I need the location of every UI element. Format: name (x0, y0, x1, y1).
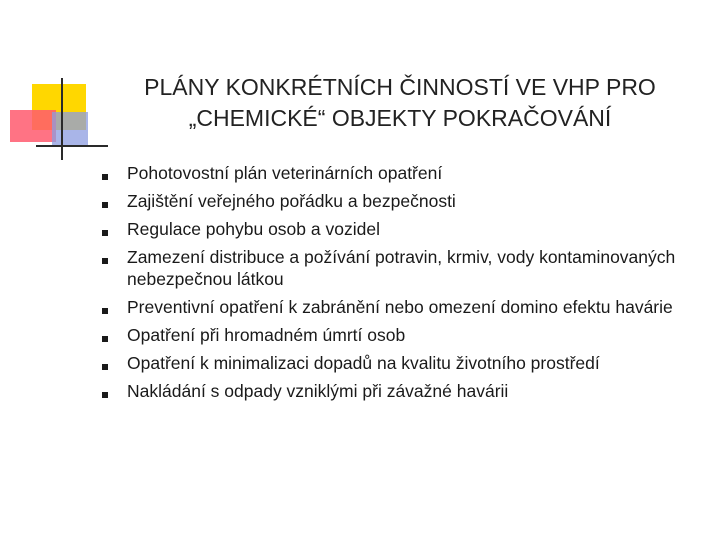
bullet-text: Preventivní opatření k zabránění nebo omezení domino efektu havárie (127, 297, 673, 317)
bullet-item (100, 380, 700, 402)
corner-decoration (0, 0, 110, 170)
bullet-item (100, 352, 700, 374)
square-bullet-icon (102, 336, 108, 342)
bullet-text: Zajištění veřejného pořádku a bezpečnosti (127, 191, 456, 211)
square-bullet-icon (102, 364, 108, 370)
bullet-item (100, 190, 700, 212)
bullet-item (100, 324, 700, 346)
square-bullet-icon (102, 230, 108, 236)
bullet-text: Nakládání s odpady vzniklými při závažné havárii (127, 381, 509, 401)
square-bullet-icon (102, 258, 108, 264)
decor-red-square (10, 110, 56, 142)
bullet-text: Opatření při hromadném úmrtí osob (127, 325, 406, 345)
square-bullet-icon (102, 308, 108, 314)
bullet-item (100, 218, 700, 240)
decor-blue-square (52, 112, 88, 146)
bullet-item (100, 296, 700, 318)
bullet-text: Pohotovostní plán veterinárních opatření (127, 163, 443, 183)
bullet-list (100, 162, 700, 408)
slide-title (100, 72, 700, 134)
bullet-text: Opatření k minimalizaci dopadů na kvalitu životního prostředí (127, 353, 600, 373)
slide-title-line-1: PLÁNY KONKRÉTNÍCH ČINNOSTÍ VE VHP PRO (144, 74, 656, 100)
square-bullet-icon (102, 174, 108, 180)
bullet-item (100, 246, 700, 290)
square-bullet-icon (102, 392, 108, 398)
bullet-text: Regulace pohybu osob a vozidel (127, 219, 380, 239)
bullet-item (100, 162, 700, 184)
square-bullet-icon (102, 202, 108, 208)
bullet-text: Zamezení distribuce a požívání potravin, krmiv, vody kontaminovaných nebezpečnou látkou (127, 247, 676, 289)
slide-title-line-2: „CHEMICKÉ“ OBJEKTY POKRAČOVÁNÍ (188, 105, 612, 131)
